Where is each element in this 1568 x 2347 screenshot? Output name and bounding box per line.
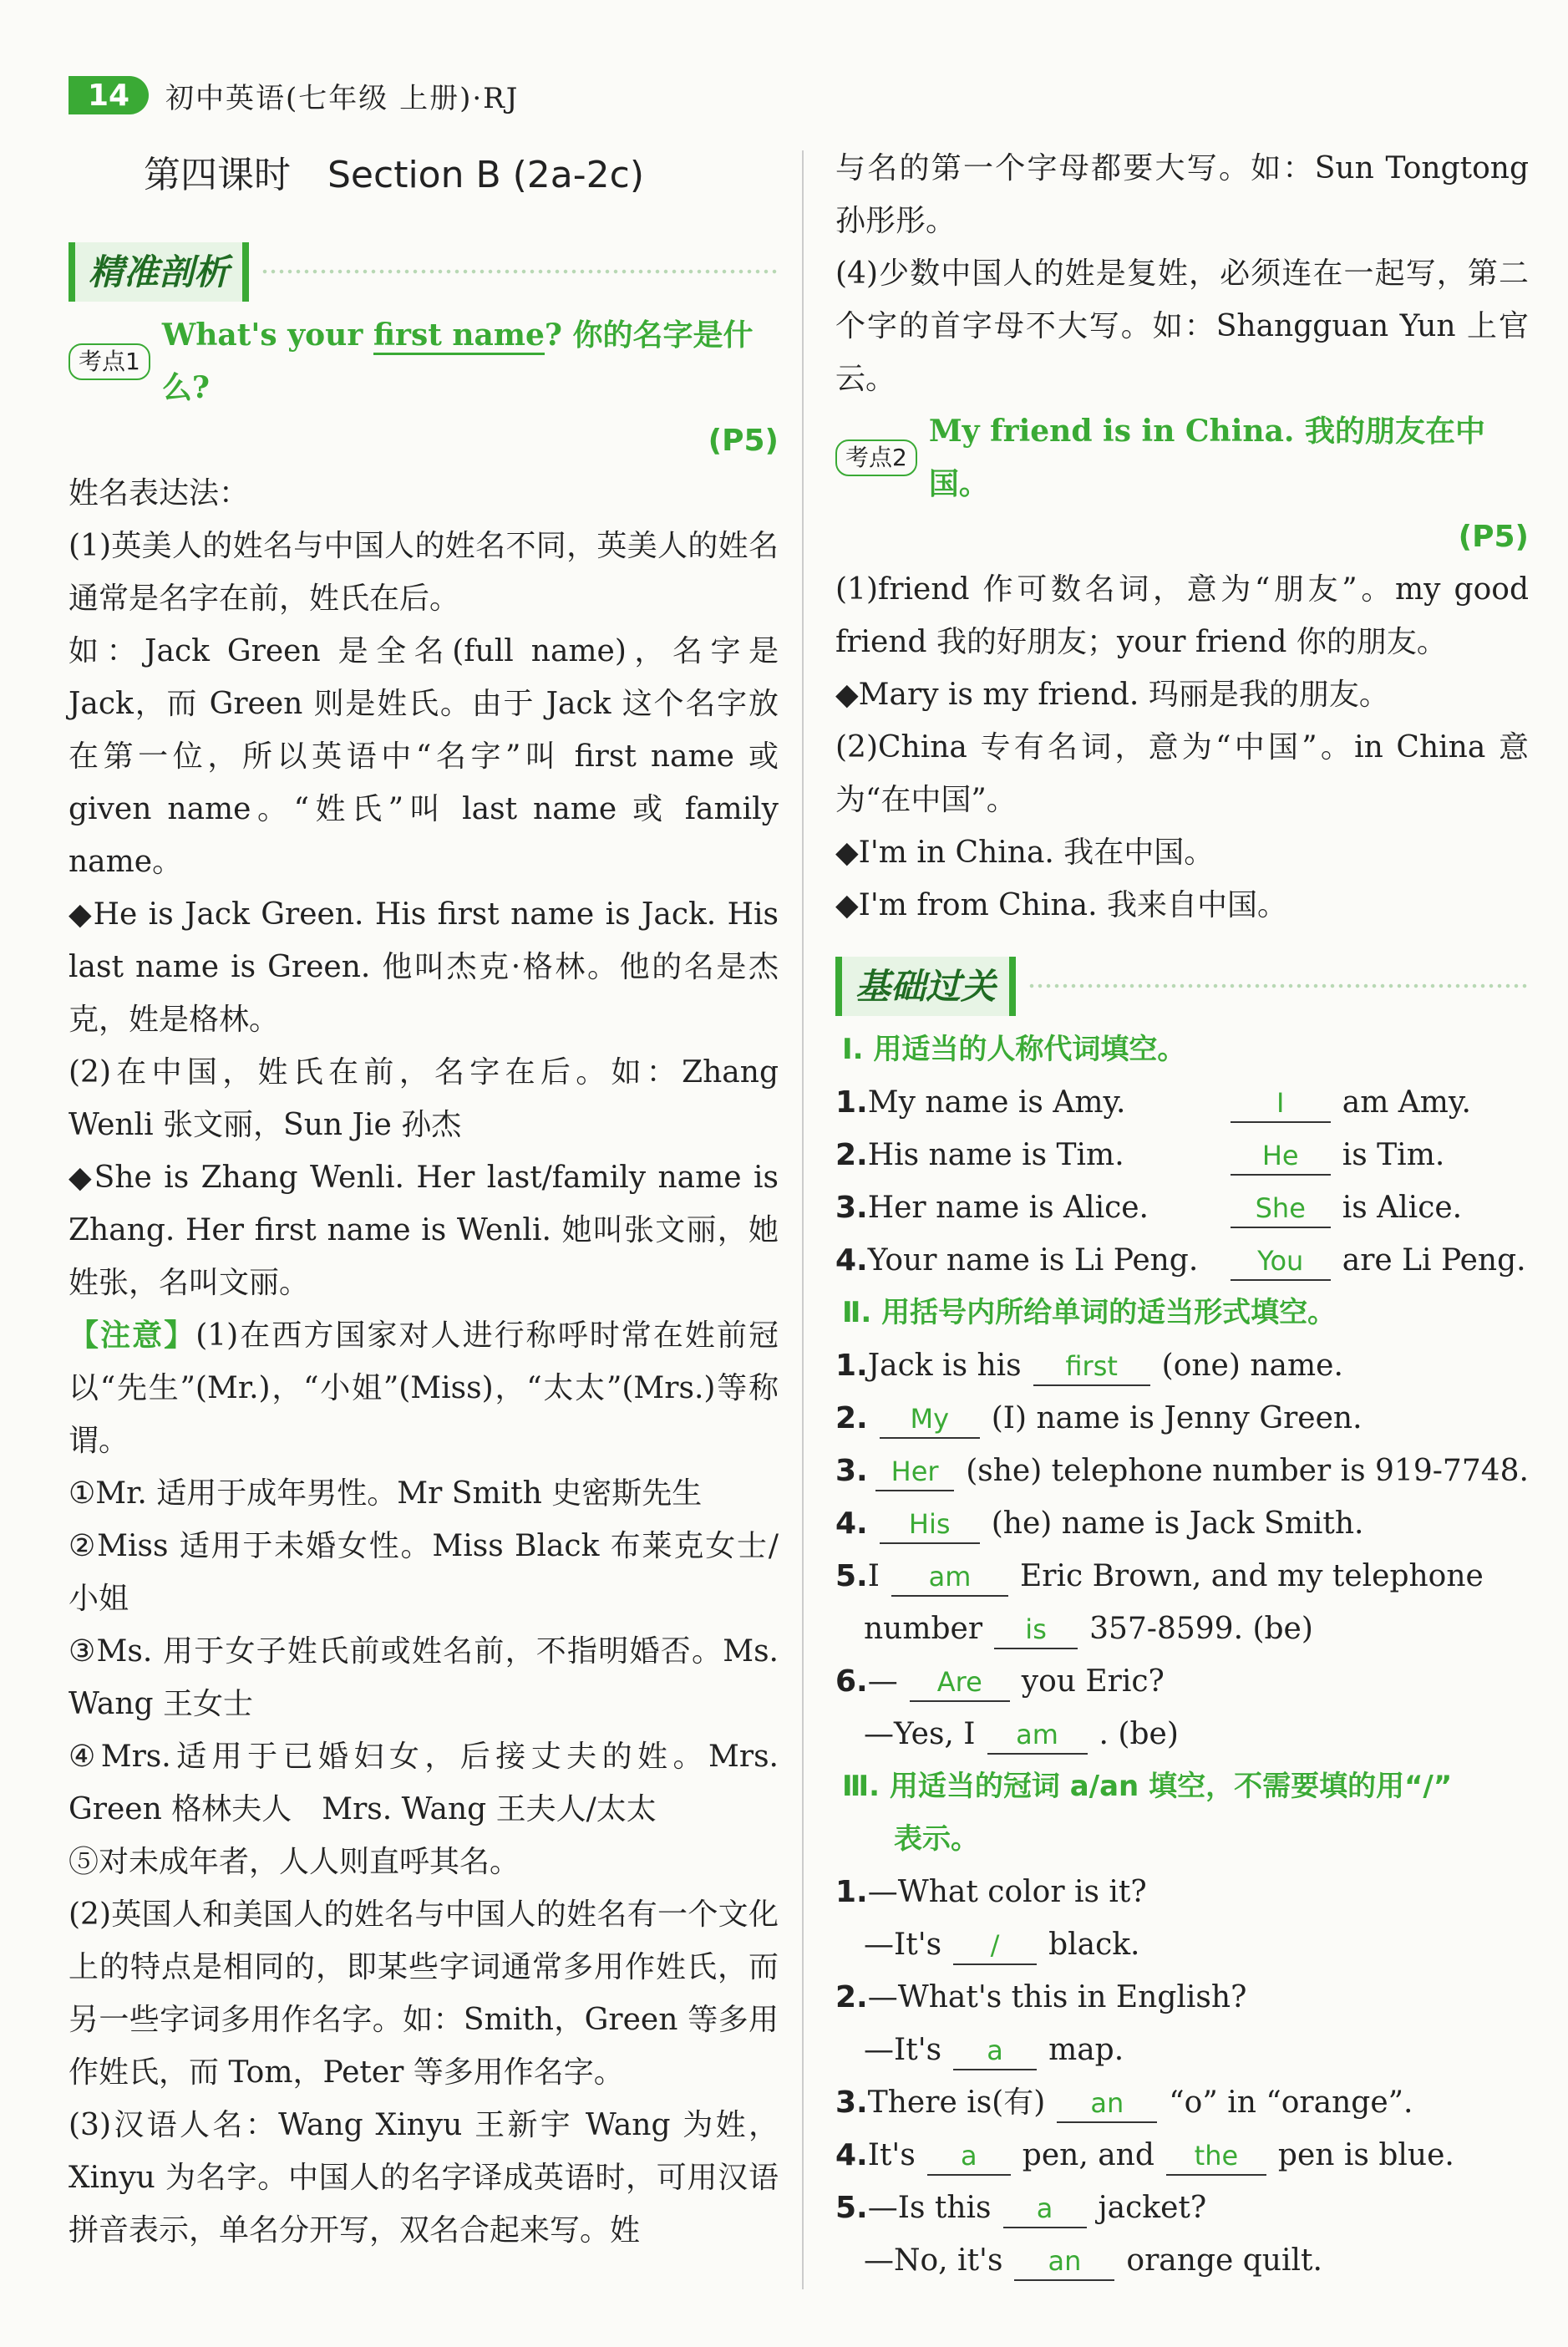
item-text: It's [867,2138,916,2172]
exercise-item [835,1392,1529,1445]
exercise-item [835,2129,1529,2182]
answer-blank[interactable]: am [891,1558,1008,1597]
exercise-heading-3: Ⅲ. 用适当的冠词 a/an 填空，不需要填的用“/” [842,1770,1453,1803]
lesson-title: 第四课时 Section B (2a-2c) [144,154,644,196]
item-text: (I) name is Jenny Green. [991,1401,1362,1435]
paragraph: 姓名表达法： [69,476,250,511]
answer-blank[interactable]: first [1033,1348,1150,1386]
item-text: 357-8599. (be) [1089,1612,1313,1646]
page-header [69,70,519,120]
paragraph: ②Miss 适用于未婚女性。Miss Black 布莱克女士/小姐 [69,1529,779,1616]
item-number: 5. [835,2191,868,2225]
page-number: 14 [69,76,149,114]
answer-blank[interactable]: She [1231,1190,1331,1228]
item-text: (one) name. [1161,1349,1343,1383]
item-question: —What color is it? [867,1875,1147,1909]
key-phrase: first name [373,318,545,355]
item-number: 3. [835,1191,868,1225]
item-text: pen, and [1022,2138,1154,2172]
analysis-section-header [69,234,779,309]
item-text: “o” in “orange”. [1169,2085,1413,2120]
item-text: —It's [864,2033,942,2067]
item-text: you Eric? [1021,1664,1165,1699]
answer-blank[interactable]: a [1003,2190,1087,2228]
item-number: 4. [835,1243,868,1278]
item-text: Eric Brown, and my telephone [1019,1559,1484,1593]
paragraph: 与名的第一个字母都要大写。如：Sun Tongtong 孙彤彤。 [835,151,1529,238]
key-point-2 [835,405,1529,511]
note-label: 【注意】 [69,1318,196,1353]
item-question: —What's this in English? [867,1980,1247,2014]
item-prompt: Her name is Alice. [867,1191,1149,1225]
item-number: 3. [835,2085,868,2120]
right-column [835,142,1529,2287]
key-point-2-title: My friend is in China. 我的朋友在中国。 [928,414,1485,501]
item-text: number [864,1612,983,1646]
exercise-item [835,1497,1529,1550]
item-text: . (be) [1099,1717,1179,1751]
exercise-heading-3-cont: 表示。 [894,1822,979,1856]
item-text: am Amy. [1342,1085,1471,1120]
paragraph: 如：Jack Green 是全名(full name)，名字是 Jack，而 Green 则是姓氏。由于 Jack 这个名字放在第一位，所以英语中“名字”叫 first name 或 given name。“姓氏”叫 last name 或 family name。 [69,634,779,879]
item-text: map. [1048,2033,1124,2067]
item-text: (she) telephone number is 919-7748. [966,1454,1529,1488]
answer-blank[interactable]: I [1231,1085,1331,1123]
item-number: 1. [835,1085,868,1120]
item-number: 2. [835,1401,868,1435]
item-number: 5. [835,1559,868,1593]
exercise-item [835,1445,1529,1497]
key-point-1-ref: (P5) [708,424,779,458]
answer-blank[interactable]: the [1166,2137,1266,2176]
basics-section-header [835,948,1529,1024]
item-text: is Tim. [1342,1138,1445,1172]
item-text: (he) name is Jack Smith. [991,1506,1364,1541]
key-point-1-tag: 考点1 [69,343,150,380]
answer-blank[interactable]: Her [875,1453,954,1491]
item-text: —It's [864,1928,942,1962]
item-text: are Li Peng. [1342,1243,1526,1278]
exercise-item [835,2182,1529,2234]
key-point-1-title: What's your first name? 你的名字是什么? [161,318,754,405]
book-title: 初中英语(七年级 上册)·RJ [165,81,520,115]
item-text: —Is this [867,2191,992,2225]
exercise-item [835,1866,1529,1918]
column-divider [802,150,804,2289]
item-number: 4. [835,1506,868,1541]
example-sentence: ◆She is Zhang Wenli. Her last/family name is Zhang. Her first name is Wenli. 她叫张文丽，她姓张，名叫文丽。 [69,1161,779,1300]
paragraph: (4)少数中国人的姓是复姓，必须连在一起写，第二个字的首字母不大写。如：Shangguan Yun 上官云。 [835,257,1529,396]
left-column [69,142,779,2257]
exercise-item [835,1234,1529,1287]
answer-blank[interactable]: My [880,1400,980,1439]
answer-blank[interactable]: / [953,1927,1037,1965]
exercise-item [835,1076,1529,1129]
item-number: 6. [835,1664,868,1699]
answer-blank[interactable]: an [1057,2085,1157,2123]
answer-blank[interactable]: Are [910,1664,1010,1702]
answer-blank[interactable]: His [880,1506,980,1544]
answer-blank[interactable]: You [1231,1242,1331,1281]
exercise-heading-1: Ⅰ. 用适当的人称代词填空。 [842,1033,1186,1066]
exercise-item [835,1971,1529,2024]
exercise-item [835,1550,1529,1603]
item-prompt: His name is Tim. [867,1138,1124,1172]
paragraph: (2)在中国，姓氏在前，名字在后。如：Zhang Wenli 张文丽，Sun Jie 孙杰 [69,1055,779,1142]
exercise-heading-2: Ⅱ. 用括号内所给单词的适当形式填空。 [842,1296,1337,1329]
paragraph: ④Mrs.适用于已婚妇女，后接丈夫的姓。Mrs. Green 格林夫人 Mrs. Wang 王夫人/太太 [69,1740,779,1826]
paragraph: ③Ms. 用于女子姓氏前或姓名前，不指明婚否。Ms. Wang 王女士 [69,1634,779,1721]
item-number: 1. [835,1875,868,1909]
item-text: —Yes, I [864,1717,976,1751]
item-text: There is(有) [867,2085,1046,2120]
item-text: I [867,1559,880,1593]
exercise-item [835,1181,1529,1234]
item-number: 2. [835,1138,868,1172]
paragraph: (3)汉语人名：Wang Xinyu 王新宇 Wang 为姓，Xinyu 为名字。中国人的名字译成英语时，可用汉语拼音表示，单名分开写，双名合起来写。姓 [69,2108,779,2248]
answer-blank[interactable]: an [1014,2243,1114,2281]
answer-blank[interactable]: is [994,1611,1078,1649]
item-prompt: Your name is Li Peng. [867,1243,1199,1278]
note-text: (1)在西方国家对人进行称呼时常在姓前冠以“先生”(Mr.)，“小姐”(Miss)，“太太”(Mrs.)等称谓。 [69,1318,779,1458]
analysis-badge: 精准剖析 [69,242,249,302]
exercise-item [835,1655,1529,1708]
basics-badge: 基础过关 [835,957,1016,1016]
paragraph: (2)英国人和美国人的姓名与中国人的姓名有一个文化上的特点是相同的，即某些字词通常多用作姓氏，而另一些字词多用作名字。如：Smith，Green 等多用作姓氏，而 Tom，Peter 等多用作名字。 [69,1897,779,2090]
dotted-rule [261,267,779,277]
item-text: jacket? [1098,2191,1207,2225]
item-prompt: My name is Amy. [867,1085,1126,1120]
item-number: 3. [835,1454,868,1488]
example-sentence: ◆I'm from China. 我来自中国。 [835,888,1287,922]
paragraph: ①Mr. 适用于成年男性。Mr Smith 史密斯先生 [69,1476,703,1511]
exercise-item [835,1129,1529,1181]
item-text: is Alice. [1342,1191,1463,1225]
item-text: —No, it's [864,2243,1003,2278]
item-text: — [867,1664,898,1699]
key-point-1 [69,309,779,414]
answer-blank[interactable]: am [987,1716,1088,1755]
key-point-2-ref: (P5) [1458,520,1529,554]
answer-blank[interactable]: He [1231,1137,1331,1176]
example-sentence: ◆I'm in China. 我在中国。 [835,836,1215,870]
note-paragraph [69,1309,779,1467]
exercise-item [835,2076,1529,2129]
paragraph: (1)friend 作可数名词，意为“朋友”。my good friend 我的好朋友；your friend 你的朋友。 [835,572,1529,659]
example-sentence: ◆Mary is my friend. 玛丽是我的朋友。 [835,678,1389,712]
answer-blank[interactable]: a [927,2137,1011,2176]
paragraph: ⑤对未成年者，人人则直呼其名。 [69,1845,520,1879]
exercise-item [835,1339,1529,1392]
exercise-item-continued [835,1603,1529,1655]
paragraph: (1)英美人的姓名与中国人的姓名不同，英美人的姓名通常是名字在前，姓氏在后。 [69,529,779,616]
item-number: 1. [835,1349,868,1383]
item-number: 4. [835,2138,868,2172]
exercise-item-answer-line [835,2024,1529,2076]
key-point-2-tag: 考点2 [835,439,917,476]
exercise-item-answer-line [835,2234,1529,2287]
dotted-rule [1028,981,1529,991]
item-text: orange quilt. [1126,2243,1322,2278]
example-sentence: ◆He is Jack Green. His first name is Jack. His last name is Green. 他叫杰克·格林。他的名是杰克，姓是格林。 [69,897,779,1037]
answer-blank[interactable]: a [953,2032,1037,2070]
paragraph: (2)China 专有名词，意为“中国”。in China 意为“在中国”。 [835,730,1529,817]
item-text: black. [1048,1928,1140,1962]
item-text: pen is blue. [1277,2138,1454,2172]
exercise-item-continued [835,1708,1529,1760]
item-number: 2. [835,1980,868,2014]
exercise-item-answer-line [835,1918,1529,1971]
item-text: Jack is his [867,1349,1022,1383]
